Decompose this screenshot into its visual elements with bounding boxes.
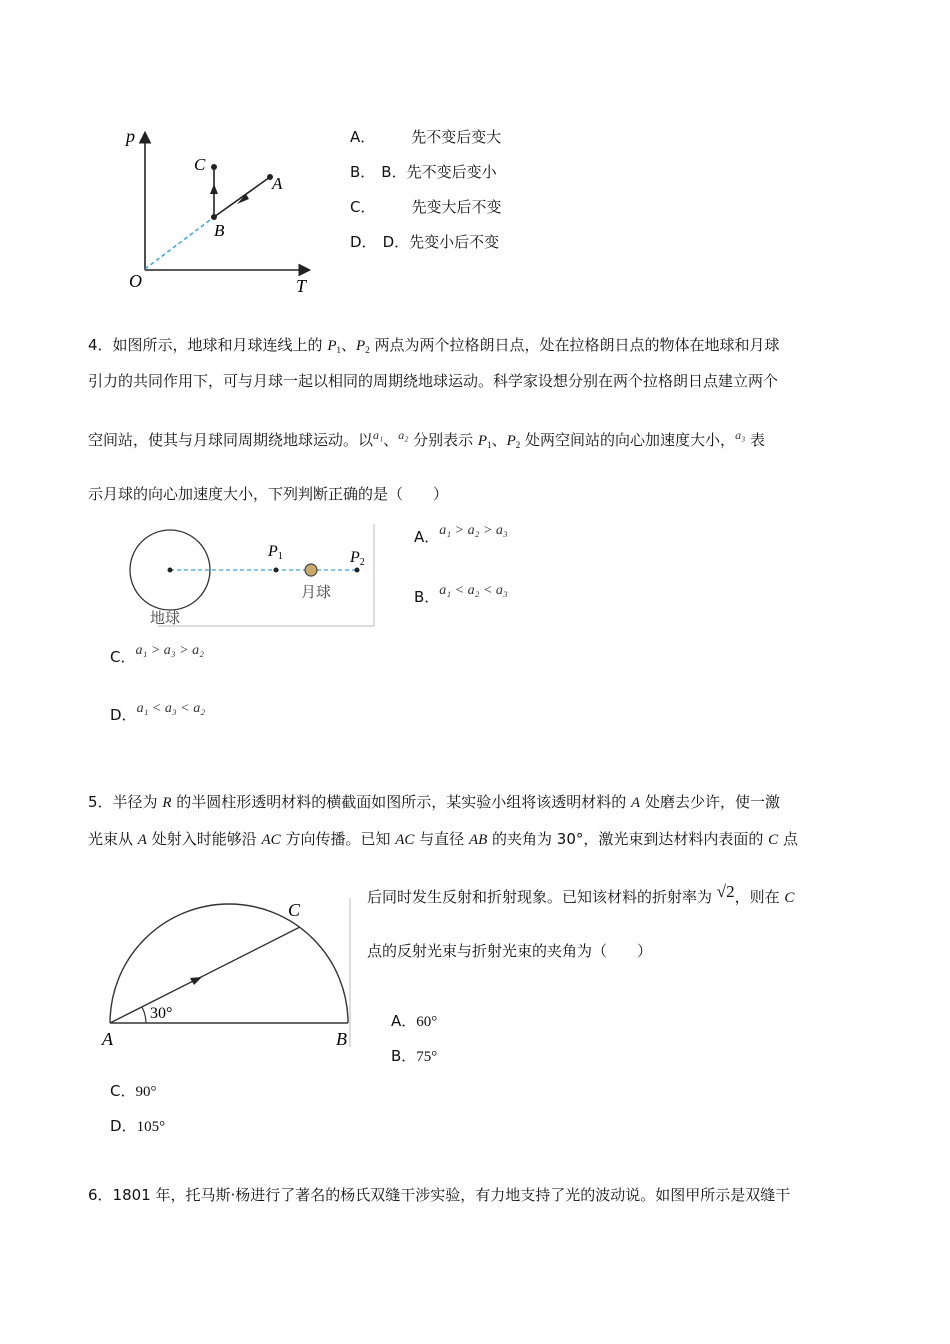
q4-line3-c: 处两空间站的向心加速度大小， — [520, 431, 736, 449]
q4-p1-ref-sub: 1 — [487, 440, 492, 450]
angle-arc — [142, 1007, 146, 1023]
p2-fig-label: P2 — [350, 549, 365, 568]
point-a-label: A — [102, 1029, 113, 1049]
q5-option-b-letter: B． — [391, 1047, 417, 1065]
o-b-dashed-line — [145, 217, 214, 269]
a-b-segment — [214, 177, 270, 217]
q5-stem-line-3 — [367, 882, 795, 908]
q5-line3-a: 后同时发生反射和折射现象。已知该材料的折射率为 — [367, 888, 717, 906]
q4-option-d[interactable] — [110, 701, 206, 727]
semicircle-figure — [100, 892, 355, 1052]
q4-option-d-expr: a₁ < a₃ < a₂ — [136, 701, 206, 716]
q5-C-2: C — [784, 890, 795, 906]
q4-option-a[interactable] — [414, 523, 508, 549]
q5-option-b[interactable] — [391, 1046, 437, 1067]
moon-label: 月球 — [301, 583, 332, 601]
q5-option-c-text: 90° — [135, 1084, 157, 1100]
q5-A: A — [631, 795, 641, 811]
q4-line3-d: 表 — [745, 431, 766, 449]
q4-p1-sub: 1 — [336, 345, 341, 355]
q5-option-a-text: 60° — [416, 1014, 438, 1030]
q5-option-c[interactable] — [110, 1081, 156, 1102]
q4-p1: P — [327, 338, 337, 354]
q5-option-d[interactable] — [110, 1116, 165, 1137]
q4-option-b-expr: a₁ < a₂ < a₃ — [439, 583, 508, 598]
point-b — [211, 214, 217, 220]
point-c — [211, 164, 217, 170]
point-c-label: C — [194, 155, 206, 174]
point-c-label: C — [288, 900, 301, 920]
point-b-label: B — [336, 1029, 347, 1049]
q5-line2-f: 点 — [778, 830, 798, 848]
q6-stem-line-1: 6．1801 年，托马斯·杨进行了著名的杨氏双缝干涉实验，有力地支持了光的波动说。如图甲所示是双缝干 — [88, 1186, 791, 1204]
q5-C: C — [768, 832, 779, 848]
q5-stem-line-1 — [88, 792, 780, 813]
q3-option-a-text: 先不变后变大 — [411, 128, 502, 146]
q4-stem-line-2: 引力的共同作用下，可与月球一起以相同的周期绕地球运动。科学家设想分别在两个拉格朗日点建立两个 — [88, 372, 779, 390]
q4-p2-ref-sub: 2 — [515, 440, 521, 450]
q4-line1-a: 4．如图所示，地球和月球连线上的 — [88, 336, 328, 354]
q5-option-c-letter: C． — [110, 1082, 136, 1100]
q5-AB: AB — [468, 832, 488, 848]
q4-p2-ref: P — [506, 433, 516, 449]
moon-icon — [305, 564, 317, 576]
q3-option-b-letter: B． — [350, 163, 376, 181]
q5-option-b-text: 75° — [416, 1049, 438, 1065]
q4-line3-a: 空间站，使其与月球同周期绕地球运动。以 — [88, 431, 374, 449]
q5-R: R — [162, 795, 172, 811]
point-a-label: A — [272, 174, 283, 193]
q5-stem-line-2 — [88, 829, 798, 850]
p1-fig-label: P1 — [268, 543, 283, 562]
q4-option-c-letter: C． — [110, 648, 136, 666]
q5-stem-line-4: 点的反射光束与折射光束的夹角为（ ） — [367, 942, 653, 960]
q4-sep: 、 — [341, 336, 357, 354]
q5-line1-b: 的半圆柱形透明材料的横截面如图所示，某实验小组将该透明材料的 — [171, 793, 632, 811]
q4-line3-sep: 、 — [383, 431, 399, 449]
t-axis-label: T — [296, 276, 307, 296]
q4-line3-b: 分别表示 — [408, 431, 478, 449]
q4-stem-line-4: 示月球的向心加速度大小，下列判断正确的是（ ） — [88, 485, 449, 503]
q5-line2-c: 方向传播。已知 — [280, 830, 396, 848]
q3-option-c-text: 先变大后不变 — [411, 198, 502, 216]
q3-option-b[interactable] — [350, 162, 497, 182]
q4-option-c[interactable] — [110, 643, 204, 669]
q5-line2-d: 与直径 — [414, 830, 469, 848]
q4-option-a-expr: a₁ > a₂ > a₃ — [439, 523, 508, 538]
q5-option-d-letter: D． — [110, 1117, 137, 1135]
earth-center-dot — [168, 568, 173, 573]
q4-option-d-letter: D． — [110, 706, 137, 724]
q3-option-d[interactable] — [350, 232, 499, 252]
q4-sep-ref: 、 — [491, 431, 507, 449]
q5-sqrt2: √2 — [716, 882, 735, 901]
q4-a1: a₁ — [373, 428, 384, 442]
q5-line1-a: 5．半径为 — [88, 793, 163, 811]
q5-line1-c: 处磨去少许，使一激 — [640, 793, 780, 811]
q4-a2: a₂ — [398, 428, 409, 442]
q4-stem-line-1 — [88, 335, 779, 360]
q3-option-b-text: B．先不变后变小 — [381, 163, 497, 181]
q3-option-a[interactable] — [350, 127, 501, 147]
q4-option-c-expr: a₁ > a₃ > a₂ — [135, 643, 204, 658]
q5-line3-b: ，则在 — [734, 888, 785, 906]
q3-option-d-letter: D． — [350, 233, 377, 251]
q5-A-2: A — [137, 832, 147, 848]
earth-label: 地球 — [150, 609, 181, 627]
p1-dot — [274, 568, 279, 573]
q3-option-c[interactable] — [350, 197, 502, 217]
chord-arrow — [190, 977, 202, 985]
q3-option-d-text: D．先变小后不变 — [382, 233, 500, 251]
q5-line2-e: 的夹角为 30°，激光束到达材料内表面的 — [487, 830, 769, 848]
q5-option-d-text: 105° — [136, 1119, 166, 1135]
q5-line2-a: 光束从 — [88, 830, 138, 848]
q5-option-a-letter: A． — [391, 1012, 417, 1030]
q4-p1-ref: P — [477, 433, 488, 449]
earth-moon-figure — [118, 522, 378, 630]
q4-option-b-letter: B． — [414, 588, 440, 606]
q5-AC-2: AC — [395, 832, 415, 848]
p-axis-label: p — [126, 126, 135, 146]
origin-label: O — [129, 271, 142, 291]
q4-a3: a₃ — [735, 428, 746, 442]
angle-label: 30° — [150, 1005, 173, 1022]
q4-line1-b: 两点为两个拉格朗日点，处在拉格朗日点的物体在地球和月球 — [369, 336, 780, 354]
point-b-label: B — [214, 221, 225, 240]
b-c-arrow — [210, 184, 218, 194]
q5-option-a[interactable] — [391, 1011, 437, 1032]
q4-stem-line-3 — [88, 430, 765, 455]
q4-option-b[interactable] — [414, 583, 508, 609]
chord-ac — [110, 927, 300, 1023]
q3-option-c-letter: C． — [350, 198, 376, 216]
q3-option-a-letter: A． — [350, 128, 376, 146]
q5-line2-b: 处射入时能够沿 — [146, 830, 262, 848]
pt-graph-figure — [120, 122, 320, 297]
p2-dot — [355, 568, 360, 573]
q4-option-a-letter: A． — [414, 528, 440, 546]
q4-p2: P — [356, 338, 366, 354]
q5-AC: AC — [261, 832, 281, 848]
q4-p2-sub: 2 — [365, 345, 370, 355]
